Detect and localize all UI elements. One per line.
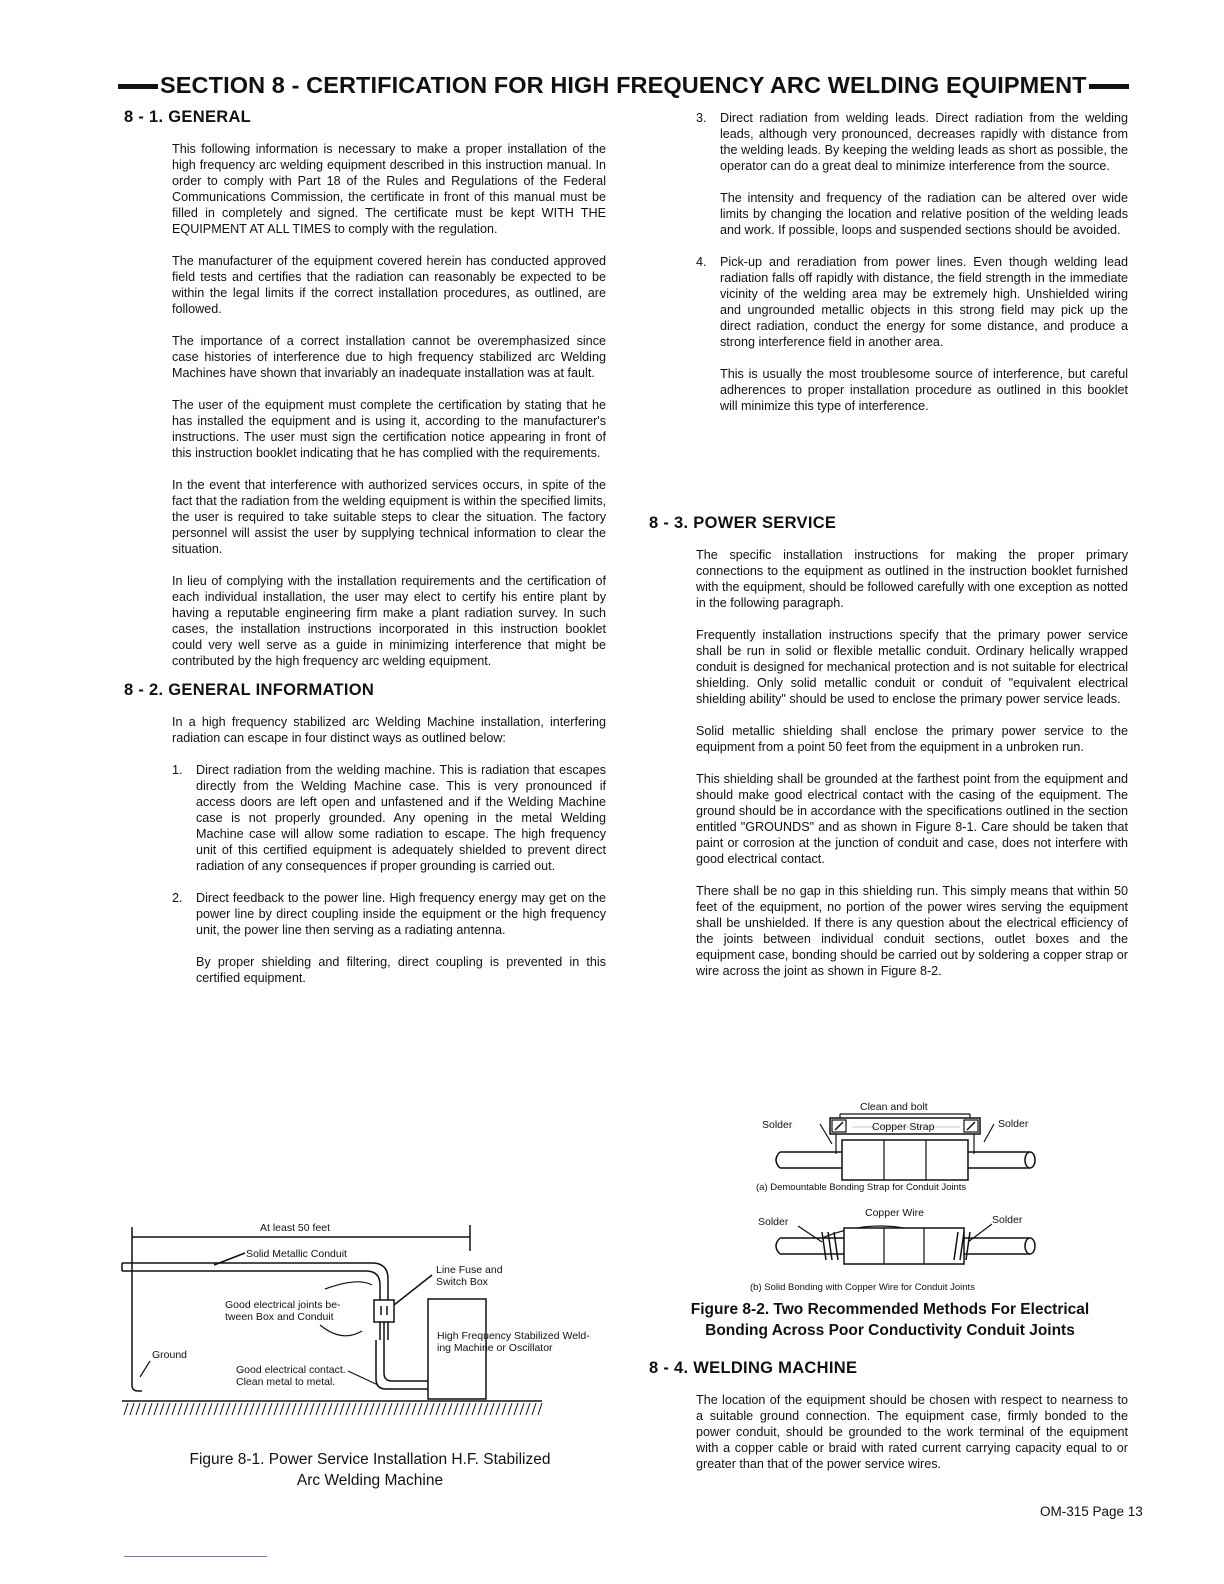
floor-hatch-mark <box>532 1403 536 1415</box>
floor-hatch-mark <box>364 1403 368 1415</box>
right-column-list <box>696 110 1128 414</box>
copper-strap-label: Copper Strap <box>872 1121 935 1133</box>
floor-hatch-mark <box>298 1403 302 1415</box>
s81-paragraph: In the event that interference with authorized services occurs, in spite of the fact that the radiation from the welding equipment is within the specified limits, the user is required to take suitable steps to clear the situation. The factory personnel will assist the user by supplying technical information to clear the situation. <box>172 478 607 556</box>
copper-wire-label: Copper Wire <box>865 1207 924 1219</box>
section-8-2-body <box>172 714 606 986</box>
floor-hatch-mark <box>466 1403 470 1415</box>
solder-right-label-b: Solder <box>992 1214 1023 1226</box>
floor-hatch-mark <box>484 1403 488 1415</box>
hf-label-line1: High Frequency Stabilized Weld- <box>437 1330 590 1342</box>
floor-hatch-mark <box>382 1403 386 1415</box>
floor-hatch-mark <box>376 1403 380 1415</box>
title-rule-right <box>1089 84 1129 89</box>
floor-hatch-mark <box>412 1403 416 1415</box>
solder-leader <box>984 1124 994 1142</box>
list-number: 4. <box>696 255 707 269</box>
figure-8-2-diagram <box>740 1096 1090 1296</box>
ground-wire <box>132 1265 142 1391</box>
solder-mark-left <box>822 1232 838 1260</box>
floor-hatch-mark <box>322 1403 326 1415</box>
contact-leader <box>348 1371 378 1385</box>
s83-paragraph: Frequently installation instructions specify that the primary power service shall be run in solid or flexible metallic conduit. Ordinary helically wrapped conduit is designed for mechanical protection and is not suitable for electrical shielding. Only solid metallic conduit or conduit of "equivalent electrical shielding ability" should be used to enclose the primary power service leads. <box>696 628 1128 706</box>
floor-hatch-mark <box>262 1403 266 1415</box>
list-item <box>696 254 1128 350</box>
list-extra: By proper shielding and filtering, direct coupling is prevented in this certified equipment. <box>196 955 606 985</box>
floor-hatch-mark <box>430 1403 434 1415</box>
section-8-4 <box>649 1359 1128 1472</box>
section-8-4-body <box>696 1392 1128 1472</box>
floor-hatch-mark <box>184 1403 188 1415</box>
section-8-4-heading: 8 - 4. WELDING MACHINE <box>649 1359 858 1377</box>
floor-hatch-mark <box>202 1403 206 1415</box>
fuse-label-line1: Line Fuse and <box>436 1264 503 1276</box>
floor-hatch-mark <box>490 1403 494 1415</box>
floor-hatch-mark <box>274 1403 278 1415</box>
floor-hatch-mark <box>124 1403 128 1415</box>
conduit-end <box>1025 1152 1035 1168</box>
floor-hatch-mark <box>196 1403 200 1415</box>
list-text: Direct radiation from the welding machine. This is radiation that escapes directly from the Welding Machine case. This is very pronounced if access doors are left open and unfastened and if the Welding Machine case is not properly grounded. Any opening in the metal Welding Machine case will allow some radiation to escape. The high frequency unit of this certified equipment is adequately shielded to prevent direct radiation of any consequences if proper grounding is carried out. <box>196 763 606 873</box>
floor-hatch-mark <box>442 1403 446 1415</box>
floor-hatch-mark <box>526 1403 530 1415</box>
s81-paragraph: In lieu of complying with the installation requirements and the certification of each individual installation, the user may elect to certify his entire plant by having a reputable engineering firm make a plant radiation survey. In such cases, the installation instructions incorporated in this instruction booklet could very well serve as a guide in minimizing interference that might be contributed by the high frequency arc welding equipment. <box>172 574 606 668</box>
section-8-1-body <box>172 141 606 669</box>
list-extra: This is usually the most troublesome source of interference, but careful adherences to proper installation procedure as outlined in this booklet will minimize this type of interference. <box>720 367 1128 413</box>
coupling <box>842 1140 968 1180</box>
floor-hatch-mark <box>418 1403 422 1415</box>
floor-hatch-mark <box>460 1403 464 1415</box>
conduit-end <box>1025 1238 1035 1254</box>
floor-hatch-mark <box>244 1403 248 1415</box>
s83-paragraph: This shielding shall be grounded at the farthest point from the equipment and should make good electrical contact with the casing of the equipment. The ground should be in accordance with the specifications outlined in the section entitled "GROUNDS" and as shown in Figure 8-1. Care should be taken that paint or corrosion at the junction of conduit and case, does not interfere with good electrical contact. <box>696 772 1128 866</box>
solder-right-label-a: Solder <box>998 1118 1029 1130</box>
floor-hatch-mark <box>160 1403 164 1415</box>
floor-hatch-mark <box>346 1403 350 1415</box>
section-8-3 <box>649 514 1128 979</box>
floor-hatch-mark <box>190 1403 194 1415</box>
caption-line: Arc Welding Machine <box>296 1472 444 1489</box>
s83-paragraph: There shall be no gap in this shielding run. This simply means that within 50 feet of the equipment, no portion of the power wires serving the equipment shall be unshielded. If there is any question about the electrical efficiency of the joints between individual conduit sections, outlet boxes and the equipment case, bonding should be carried out by soldering a copper strap or wire across the joint as shown in Figure 8-2. <box>696 884 1128 978</box>
floor-hatch-mark <box>166 1403 170 1415</box>
floor-hatch-mark <box>436 1403 440 1415</box>
floor-hatch-mark <box>388 1403 392 1415</box>
list-text: Direct feedback to the power line. High frequency energy may get on the power line by direct coupling inside the equipment or the high frequency unit, the power line then serving as a radiating antenna. <box>196 891 606 937</box>
floor-hatch-mark <box>340 1403 344 1415</box>
section-8-3-heading: 8 - 3. POWER SERVICE <box>649 514 837 532</box>
caption-a: (a) Demountable Bonding Strap for Conduit Joints <box>756 1182 967 1193</box>
floor-hatch-mark <box>292 1403 296 1415</box>
list-number: 1. <box>172 763 183 777</box>
clean-bolt-label: Clean and bolt <box>860 1101 928 1113</box>
joints-label-line1: Good electrical joints be- <box>225 1299 341 1311</box>
floor-hatch-mark <box>304 1403 308 1415</box>
figure-8-1-diagram <box>110 1215 590 1425</box>
floor-hatch-mark <box>472 1403 476 1415</box>
joints-leader-top <box>325 1282 372 1289</box>
list-number: 3. <box>696 111 707 125</box>
s83-paragraph: Solid metallic shielding shall enclose the primary power service to the equipment from a point 50 feet from the equipment in a unbroken run. <box>696 724 1128 754</box>
hf-label-line2: ing Machine or Oscillator <box>437 1342 553 1354</box>
s81-paragraph: The user of the equipment must complete the certification by stating that he has installed the equipment and is using it, according to the manufacturer's instructions. The user must sign the certification notice appearing in front of this instruction booklet indicating that he has complied with the requirements. <box>172 398 606 460</box>
solder-left-label-b: Solder <box>758 1216 789 1228</box>
floor-hatch-mark <box>250 1403 254 1415</box>
floor-hatch-mark <box>226 1403 230 1415</box>
page-footer: OM-315 Page 13 <box>1040 1504 1143 1519</box>
floor-hatch-mark <box>310 1403 314 1415</box>
solder-leader <box>968 1224 992 1242</box>
solder-leader <box>798 1226 822 1242</box>
floor-hatch-mark <box>286 1403 290 1415</box>
floor-hatch-mark <box>400 1403 404 1415</box>
conduit-to-machine <box>384 1340 428 1381</box>
floor-hatch-mark <box>502 1403 506 1415</box>
page-title <box>118 72 1128 99</box>
floor-hatch-mark <box>142 1403 146 1415</box>
list-item <box>172 890 606 938</box>
joints-label-line2: tween Box and Conduit <box>225 1311 334 1323</box>
floor-hatch-mark <box>136 1403 140 1415</box>
floor-hatch-mark <box>268 1403 272 1415</box>
floor-hatch-mark <box>232 1403 236 1415</box>
floor-hatch-mark <box>538 1403 542 1415</box>
floor-hatch-mark <box>238 1403 242 1415</box>
list-item <box>172 762 606 874</box>
caption-line: Figure 8-1. Power Service Installation H.F. Stabilized <box>189 1451 551 1468</box>
caption-line: Bonding Across Poor Conductivity Conduit Joints <box>705 1322 1075 1339</box>
list-text: Pick-up and reradiation from power lines. Even though welding lead radiation falls off rapidly with distance, the field strength in the immediate vicinity of the welding area may be extremely high. Unshielded wiring and ungrounded metallic objects in this strong field may pick up the direct radiation, conduct the energy for some distance, and produce a strong interference field in another area. <box>720 255 1128 349</box>
s81-paragraph: This following information is necessary to make a proper installation of the high frequency arc welding equipment described in this instruction manual. In order to comply with Part 18 of the Rules and Regulations of the Federal Communications Commission, the certificate in front of this manual must be filled in completely and signed. The certificate must be kept WITH THE EQUIPMENT AT ALL TIMES to comply with the regulation. <box>172 142 606 236</box>
floor-hatch-mark <box>508 1403 512 1415</box>
floor-hatch-mark <box>520 1403 524 1415</box>
ground-leader <box>140 1361 150 1377</box>
title-rule-left <box>118 84 158 89</box>
fuse-label-line2: Switch Box <box>436 1276 488 1288</box>
list-item <box>696 110 1128 174</box>
floor-hatch-mark <box>496 1403 500 1415</box>
left-column <box>124 108 606 986</box>
floor-hatch <box>124 1403 542 1415</box>
solder-left-label-a: Solder <box>762 1119 793 1131</box>
floor-hatch-mark <box>154 1403 158 1415</box>
section-8-3-body <box>696 547 1128 979</box>
section-8-2-heading: 8 - 2. GENERAL INFORMATION <box>124 681 375 699</box>
floor-hatch-mark <box>208 1403 212 1415</box>
floor-hatch-mark <box>334 1403 338 1415</box>
floor-hatch-mark <box>256 1403 260 1415</box>
figure-8-1-caption <box>140 1449 600 1491</box>
fuse-box <box>374 1300 394 1322</box>
s81-paragraph: The importance of a correct installation cannot be overemphasized since case histories of interference due to high frequency stabilized arc Welding Machines have shown that invariably an inadequate installation was at fault. <box>172 334 606 380</box>
floor-hatch-mark <box>406 1403 410 1415</box>
contact-label-line2: Clean metal to metal. <box>236 1376 336 1388</box>
list-number: 2. <box>172 891 183 905</box>
fuse-leader <box>394 1275 432 1305</box>
floor-hatch-mark <box>454 1403 458 1415</box>
conduit-end <box>776 1238 780 1254</box>
floor-hatch-mark <box>448 1403 452 1415</box>
floor-hatch-mark <box>280 1403 284 1415</box>
joints-leader-bottom <box>320 1325 362 1336</box>
conduit-end <box>776 1152 780 1168</box>
floor-hatch-mark <box>478 1403 482 1415</box>
floor-hatch-mark <box>358 1403 362 1415</box>
floor-hatch-mark <box>394 1403 398 1415</box>
s81-paragraph: The manufacturer of the equipment covered herein has conducted approved field tests and certifies that the radiation can reasonably be expected to be within the legal limits if the correct installation procedures, as outlined, are followed. <box>172 254 606 316</box>
floor-hatch-mark <box>514 1403 518 1415</box>
ground-label: Ground <box>152 1349 188 1361</box>
list-extra: The intensity and frequency of the radiation can be altered over wide limits by changing the location and relative position of the welding leads and work. If possible, loops and suspended sections should be avoided. <box>720 191 1128 237</box>
floor-hatch-mark <box>352 1403 356 1415</box>
title-text: SECTION 8 - CERTIFICATION FOR HIGH FREQUENCY ARC WELDING EQUIPMENT <box>160 72 1087 98</box>
floor-hatch-mark <box>328 1403 332 1415</box>
bottom-rule <box>124 1556 267 1557</box>
caption-line: Figure 8-2. Two Recommended Methods For Electrical <box>690 1301 1090 1318</box>
caption-b: (b) Solid Bonding with Copper Wire for Conduit Joints <box>750 1282 975 1293</box>
s83-paragraph: The specific installation instructions for making the proper primary connections to the equipment as outlined in the instruction booklet furnished with the equipment, should be followed carefully with one exception as notted in the following paragraph. <box>696 548 1128 610</box>
at-least-label: At least 50 feet <box>260 1222 331 1234</box>
floor-hatch-mark <box>370 1403 374 1415</box>
floor-hatch-mark <box>172 1403 176 1415</box>
floor-hatch-mark <box>316 1403 320 1415</box>
list-text: Direct radiation from welding leads. Direct radiation from the welding leads, although very pronounced, decreases rapidly with distance from the welding leads. By keeping the welding leads as short as possible, the operator can do a great deal to minimize interference from the source. <box>720 111 1128 173</box>
contact-label-line1: Good electrical contact. <box>236 1364 346 1376</box>
floor-hatch-mark <box>424 1403 428 1415</box>
s84-paragraph: The location of the equipment should be chosen with respect to nearness to a suitable ground connection. The equipment case, firmly bonded to the power conduit, should be grounded to the work terminal of the equipment with a copper cable or braid with rated current carrying capacity equal to or greater than that of the power service wires. <box>696 1393 1128 1471</box>
floor-hatch-mark <box>130 1403 134 1415</box>
conduit-label: Solid Metallic Conduit <box>246 1248 347 1260</box>
coupling <box>844 1228 964 1264</box>
floor-hatch-mark <box>220 1403 224 1415</box>
s82-intro: In a high frequency stabilized arc Welding Machine installation, interfering radiation can escape in four distinct ways as outlined below: <box>172 715 606 745</box>
figure-8-2-caption <box>652 1299 1128 1341</box>
section-8-1-heading: 8 - 1. GENERAL <box>124 108 252 126</box>
floor-hatch-mark <box>148 1403 152 1415</box>
floor-hatch-mark <box>214 1403 218 1415</box>
floor-hatch-mark <box>178 1403 182 1415</box>
